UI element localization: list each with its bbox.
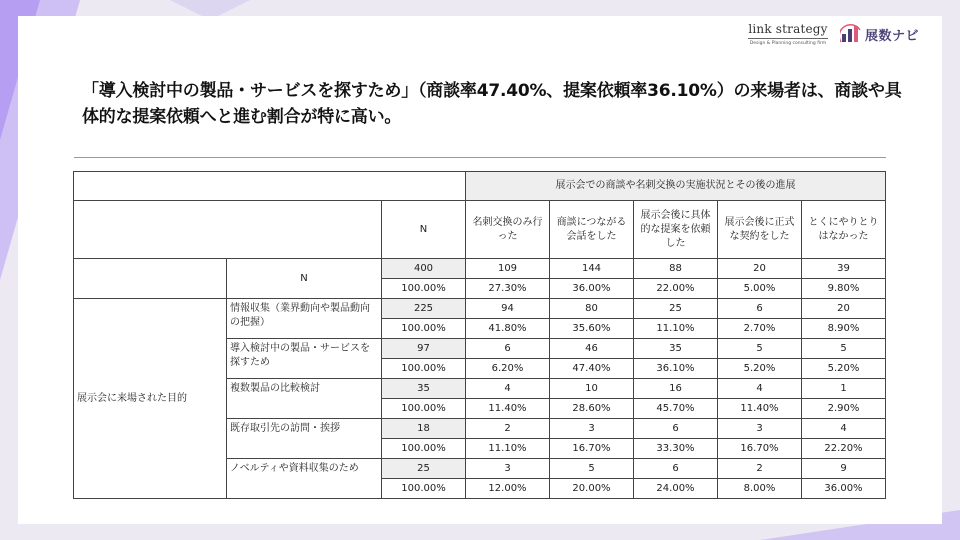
link-strategy-tagline: Design & Planning consulting firm <box>749 41 827 46</box>
row-pct: 22.20% <box>802 439 886 459</box>
row-count: 6 <box>634 459 718 479</box>
row-count: 5 <box>802 339 886 359</box>
total-pct-n: 100.00% <box>382 279 466 299</box>
total-pct: 9.80% <box>802 279 886 299</box>
row-count: 2 <box>466 419 550 439</box>
total-count: 39 <box>802 259 886 279</box>
row-count-n: 35 <box>382 379 466 399</box>
header-col-4: 展示会後に正式な契約をした <box>718 201 802 259</box>
row-count: 6 <box>466 339 550 359</box>
row-count: 10 <box>550 379 634 399</box>
row-count: 9 <box>802 459 886 479</box>
row-count: 4 <box>718 379 802 399</box>
row-count: 16 <box>634 379 718 399</box>
section-label: 展示会に来場された目的 <box>74 299 227 499</box>
group-header: 展示会での商談や名刺交換の実施状況とその後の進展 <box>466 172 886 201</box>
row-count: 20 <box>802 299 886 319</box>
row-count-n: 18 <box>382 419 466 439</box>
crosstab-table <box>73 171 886 499</box>
total-count: 20 <box>718 259 802 279</box>
total-pct: 36.00% <box>550 279 634 299</box>
header-n: N <box>382 201 466 259</box>
row-count: 3 <box>550 419 634 439</box>
row-pct: 36.10% <box>634 359 718 379</box>
header-col-3: 展示会後に具体的な提案を依頼した <box>634 201 718 259</box>
row-count-n: 225 <box>382 299 466 319</box>
row-count: 25 <box>634 299 718 319</box>
total-count-n: 400 <box>382 259 466 279</box>
row-count: 4 <box>802 419 886 439</box>
row-count: 2 <box>718 459 802 479</box>
row-label: ノベルティや資料収集のため <box>227 459 382 499</box>
row-count-n: 97 <box>382 339 466 359</box>
row-pct-n: 100.00% <box>382 359 466 379</box>
row-pct-n: 100.00% <box>382 399 466 419</box>
row-pct: 41.80% <box>466 319 550 339</box>
row-pct: 36.00% <box>802 479 886 499</box>
header-col-5: とくにやりとりはなかった <box>802 201 886 259</box>
row-label: 情報収集（業界動向や製品動向の把握） <box>227 299 382 339</box>
row-pct: 24.00% <box>634 479 718 499</box>
row-pct: 20.00% <box>550 479 634 499</box>
headline: 「導入検討中の製品・サービスを探すため」（商談率47.40%、提案依頼率36.10%）の来場者は、商談や具体的な提案依頼へと進む割合が特に高い。 <box>82 81 902 127</box>
row-pct: 2.70% <box>718 319 802 339</box>
row-count-n: 25 <box>382 459 466 479</box>
total-pct: 27.30% <box>466 279 550 299</box>
row-pct: 11.40% <box>466 399 550 419</box>
row-pct: 11.10% <box>634 319 718 339</box>
total-pct: 22.00% <box>634 279 718 299</box>
total-label: N <box>227 259 382 299</box>
row-label: 複数製品の比較検討 <box>227 379 382 419</box>
total-blank <box>74 259 227 299</box>
row-pct: 33.30% <box>634 439 718 459</box>
row-pct: 5.20% <box>718 359 802 379</box>
bar-chart-icon <box>840 24 862 44</box>
row-pct: 28.60% <box>550 399 634 419</box>
row-count: 80 <box>550 299 634 319</box>
row-count: 5 <box>718 339 802 359</box>
total-count: 109 <box>466 259 550 279</box>
link-strategy-logo <box>748 22 828 46</box>
row-pct: 47.40% <box>550 359 634 379</box>
row-count: 1 <box>802 379 886 399</box>
link-strategy-name: link strategy <box>748 22 828 39</box>
row-count: 94 <box>466 299 550 319</box>
row-pct: 12.00% <box>466 479 550 499</box>
row-count: 4 <box>466 379 550 399</box>
row-count: 6 <box>718 299 802 319</box>
row-pct: 45.70% <box>634 399 718 419</box>
row-pct: 5.20% <box>802 359 886 379</box>
row-pct: 11.40% <box>718 399 802 419</box>
row-pct: 6.20% <box>466 359 550 379</box>
navi-logo <box>840 24 919 44</box>
row-pct-n: 100.00% <box>382 439 466 459</box>
header-col-1: 名刺交換のみ行った <box>466 201 550 259</box>
header-col-2: 商談につながる会話をした <box>550 201 634 259</box>
navi-name: 展数ナビ <box>865 28 920 44</box>
total-count: 88 <box>634 259 718 279</box>
header-blank <box>74 172 466 201</box>
row-pct: 8.00% <box>718 479 802 499</box>
row-pct-n: 100.00% <box>382 479 466 499</box>
row-pct: 16.70% <box>550 439 634 459</box>
total-pct: 5.00% <box>718 279 802 299</box>
row-count: 3 <box>718 419 802 439</box>
row-count: 46 <box>550 339 634 359</box>
row-pct: 11.10% <box>466 439 550 459</box>
row-pct: 8.90% <box>802 319 886 339</box>
row-count: 3 <box>466 459 550 479</box>
row-count: 35 <box>634 339 718 359</box>
row-pct: 2.90% <box>802 399 886 419</box>
row-count: 6 <box>634 419 718 439</box>
row-count: 5 <box>550 459 634 479</box>
divider <box>74 157 886 158</box>
row-label: 既存取引先の訪問・挨拶 <box>227 419 382 459</box>
total-count: 144 <box>550 259 634 279</box>
row-pct: 35.60% <box>550 319 634 339</box>
row-pct-n: 100.00% <box>382 319 466 339</box>
header-corner <box>74 201 382 259</box>
row-label: 導入検討中の製品・サービスを探すため <box>227 339 382 379</box>
row-pct: 16.70% <box>718 439 802 459</box>
